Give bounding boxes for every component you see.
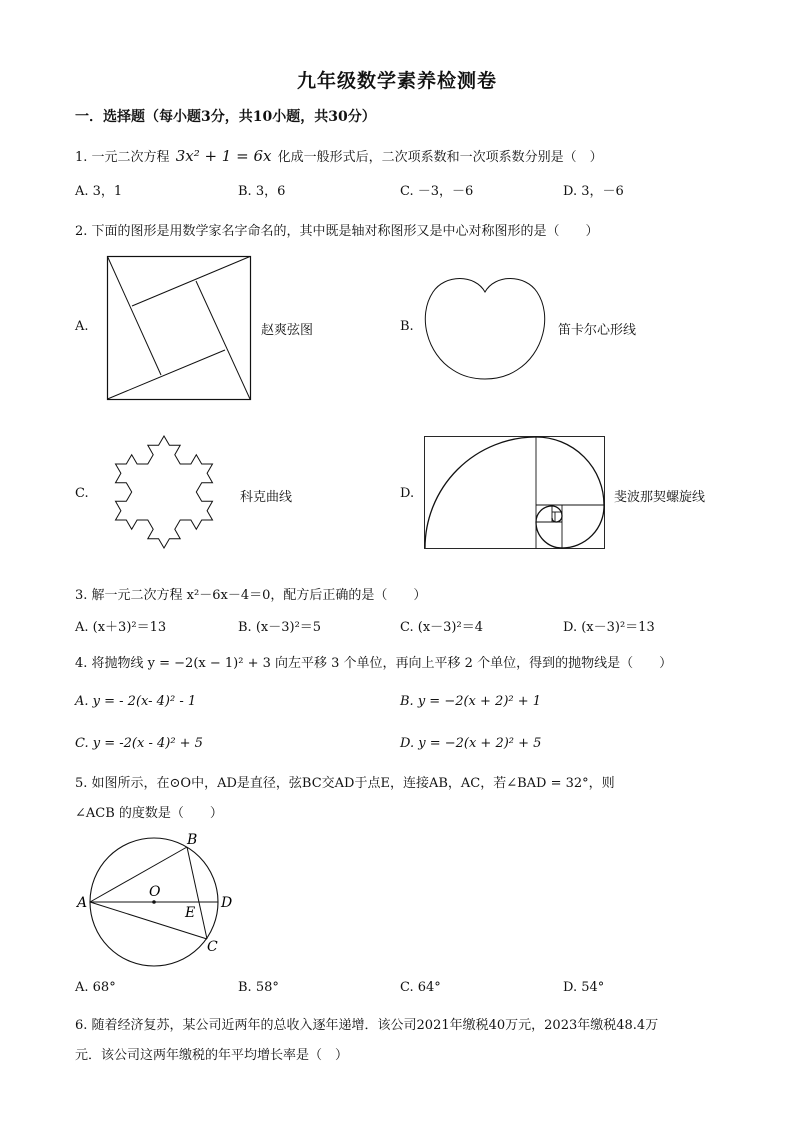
q1-option-b: B. 3，6 xyxy=(238,184,286,199)
circle-geometry-figure xyxy=(74,828,244,956)
koch-curve-shape xyxy=(116,436,213,548)
q3-option-b: B. (x－3)²＝5 xyxy=(238,620,322,635)
q2-letter-c: C. xyxy=(75,486,89,501)
q4-option-d: D. y = −2(x + 2)² + 5 xyxy=(400,736,542,751)
q1-prefix: 1. 一元二次方程 xyxy=(75,150,170,165)
zhao-shuang-figure xyxy=(107,256,251,400)
q1-suffix: 化成一般形式后，二次项系数和一次项系数分别是（ ） xyxy=(277,150,603,165)
question-5-line-2: ∠ACB 的度数是（ ） xyxy=(75,806,223,821)
point-label-d: D xyxy=(221,895,233,911)
q2-name-c: 科克曲线 xyxy=(240,490,293,505)
point-label-a: A xyxy=(77,895,88,911)
q3-option-c: C. (x－3)²＝4 xyxy=(400,620,483,635)
q5-option-b: B. 58° xyxy=(238,980,279,995)
q1-equation: 3x² + 1 = 6x xyxy=(175,147,272,165)
point-label-c: C xyxy=(207,939,218,955)
cardioid-figure xyxy=(423,270,547,382)
q1-option-a: A. 3，1 xyxy=(75,184,123,199)
q4-option-a: A. y = - 2(x- 4)² - 1 xyxy=(75,694,197,709)
q5-option-c: C. 64° xyxy=(400,980,441,995)
q2-letter-a: A. xyxy=(75,319,89,334)
q1-option-c: C. －3，－6 xyxy=(400,184,474,199)
q3-option-d: D. (x－3)²＝13 xyxy=(563,620,655,635)
q2-name-d: 斐波那契螺旋线 xyxy=(614,490,706,505)
q5-option-a: A. 68° xyxy=(75,980,116,995)
koch-curve-figure xyxy=(96,418,232,566)
point-label-b: B xyxy=(187,832,198,848)
question-3: 3. 解一元二次方程 x²－6x－4＝0，配方后正确的是（ ） xyxy=(75,588,427,603)
q1-option-d: D. 3，－6 xyxy=(563,184,624,199)
point-label-e: E xyxy=(185,905,196,921)
q2-letter-b: B. xyxy=(400,319,414,334)
question-5-line-1: 5. 如图所示，在⊙O中，AD是直径，弦BC交AD于点E，连接AB，AC，若∠BAD = 32°，则 xyxy=(75,776,615,791)
q2-name-a: 赵爽弦图 xyxy=(261,323,314,338)
question-2: 2. 下面的图形是用数学家名字命名的，其中既是轴对称图形又是中心对称图形的是（ ） xyxy=(75,224,599,239)
question-6-line-1: 6. 随着经济复苏，某公司近两年的总收入逐年递增．该公司2021年缴税40万元，2023年缴税48.4万 xyxy=(75,1018,659,1033)
q5-option-d: D. 54° xyxy=(563,980,605,995)
page-title: 九年级数学素养检测卷 xyxy=(296,70,497,92)
q4-option-c: C. y = -2(x - 4)² + 5 xyxy=(75,736,203,751)
q3-option-a: A. (x＋3)²＝13 xyxy=(75,620,167,635)
q4-option-b: B. y = −2(x + 2)² + 1 xyxy=(400,694,542,709)
q2-letter-d: D. xyxy=(400,486,415,501)
point-label-o: O xyxy=(149,884,161,900)
question-6-line-2: 元．该公司这两年缴税的年平均增长率是（ ） xyxy=(75,1048,349,1063)
q2-name-b: 笛卡尔心形线 xyxy=(558,323,637,338)
question-4: 4. 将抛物线 y = −2(x − 1)² + 3 向左平移 3 个单位，再向上平移 2 个单位，得到的抛物线是（ ） xyxy=(75,656,673,671)
section-heading: 一．选择题（每小题3分，共10小题，共30分） xyxy=(75,109,376,125)
question-1 xyxy=(75,146,603,165)
fibonacci-spiral-figure xyxy=(424,436,605,549)
